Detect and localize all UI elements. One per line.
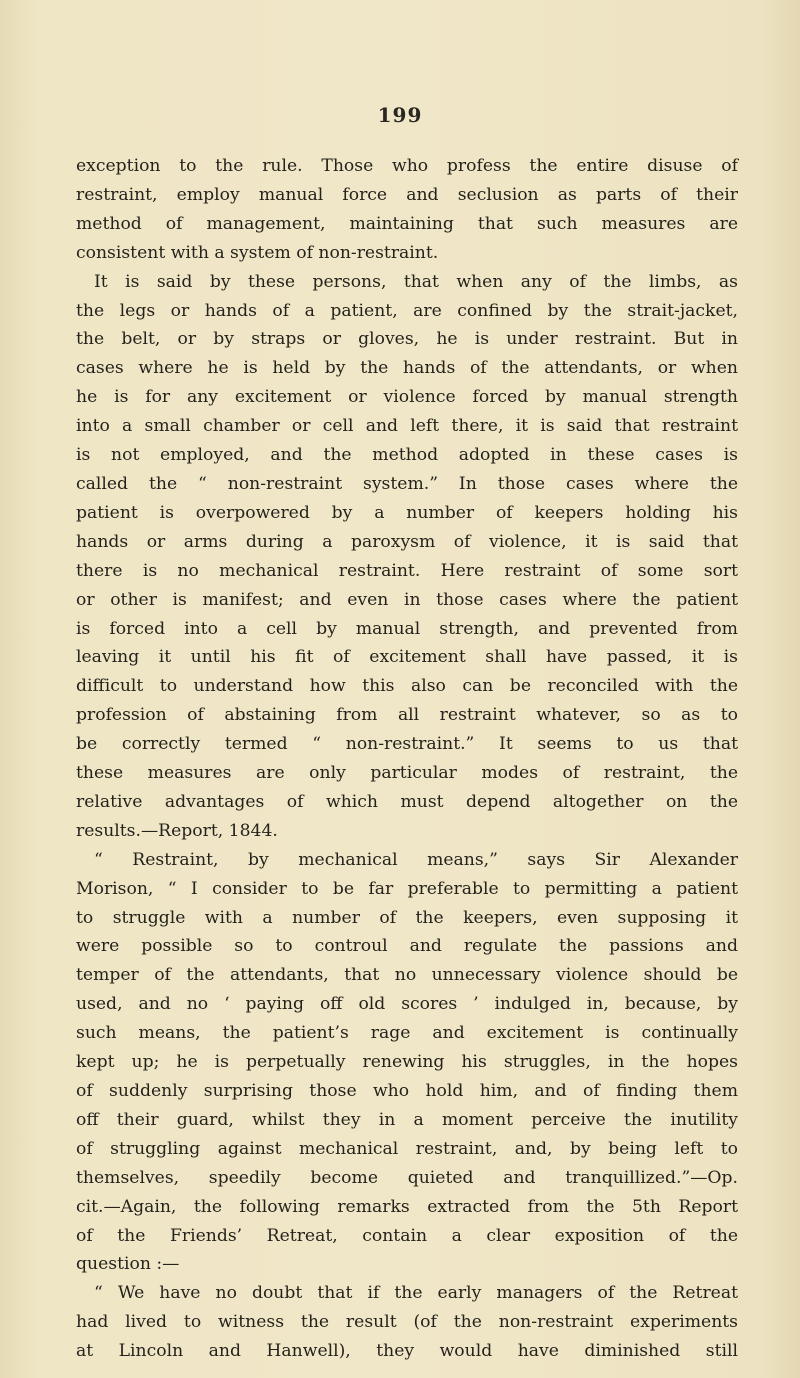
text-line: to struggle with a number of the keepers, even supposing it [76,907,738,928]
text-line: is not employed, and the method adopted in these cases is [76,445,738,466]
text-line: such means, the patient’s rage and excitement is continually [76,1023,738,1044]
text-line: “ Restraint, by mechanical means,” says Sir Alexander [94,849,738,870]
text-line: called the “ non-restraint system.” In those cases where the [76,473,738,494]
text-line: there is no mechanical restraint. Here restraint of some sort [76,560,738,581]
text-line: the legs or hands of a patient, are confined by the strait-jacket, [76,300,738,321]
text-line: question :— [76,1254,180,1275]
text-line: results.—Report, 1844. [76,820,278,841]
text-line: of struggling against mechanical restraint, and, by being left to [76,1138,738,1159]
text-line: method of management, maintaining that such measures are [76,213,738,234]
text-line: of the Friends’ Retreat, contain a clear exposition of the [76,1225,738,1246]
text-line: at Lincoln and Hanwell), they would have diminished still [76,1341,738,1362]
text-line: hands or arms during a paroxysm of violence, it is said that [76,531,738,552]
text-line: of suddenly surprising those who hold him, and of finding them [76,1081,738,1101]
text-line: restraint, employ manual force and seclusion as parts of their [76,184,738,205]
text-line: difficult to understand how this also can be reconciled with the [76,676,738,697]
text-line: relative advantages of which must depend altogether on the [76,791,738,812]
text-line: profession of abstaining from all restraint whatever, so as to [76,705,738,726]
text-line: off their guard, whilst they in a moment perceive the inutility [76,1109,738,1130]
text-line: he is for any excitement or violence forced by manual strength [76,387,738,408]
text-line: temper of the attendants, that no unnecessary violence should be [76,965,738,986]
page-number: 199 [377,103,423,127]
text-line: It is said by these persons, that when any of the limbs, as [94,271,738,292]
text-line: or other is manifest; and even in those cases where the patient [76,589,738,610]
text-line: is forced into a cell by manual strength, and prevented from [76,618,738,639]
text-line: leaving it until his fit of excitement shall have passed, it is [76,647,738,668]
text-line: kept up; he is perpetually renewing his struggles, in the hopes [76,1052,738,1073]
text-line: be correctly termed “ non-restraint.” It seems to us that [76,734,738,755]
text-line: the belt, or by straps or gloves, he is under restraint. But in [76,329,738,350]
text-line: themselves, speedily become quieted and tranquillized.”—Op. [76,1167,738,1188]
text-line: patient is overpowered by a number of keepers holding his [76,502,738,523]
text-line: exception to the rule. Those who profess the entire disuse of [76,156,738,176]
body-text [76,152,738,1366]
text-line: had lived to witness the result (of the non-restraint experiments [76,1312,738,1333]
text-line: were possible so to controul and regulate the passions and [76,936,738,957]
text-line: cit.—Again, the following remarks extracted from the 5th Report [76,1196,738,1217]
text-line: into a small chamber or cell and left there, it is said that restraint [76,416,738,437]
text-line: “ We have no doubt that if the early managers of the Retreat [94,1283,738,1304]
text-line: used, and no ‘ paying off old scores ’ indulged in, because, by [76,994,738,1015]
text-line: these measures are only particular modes of restraint, the [76,763,738,784]
text-line: cases where he is held by the hands of the attendants, or when [76,358,738,379]
text-line: consistent with a system of non-restraint. [76,242,439,263]
text-line: Morison, “ I consider to be far preferable to permitting a patient [76,878,738,899]
